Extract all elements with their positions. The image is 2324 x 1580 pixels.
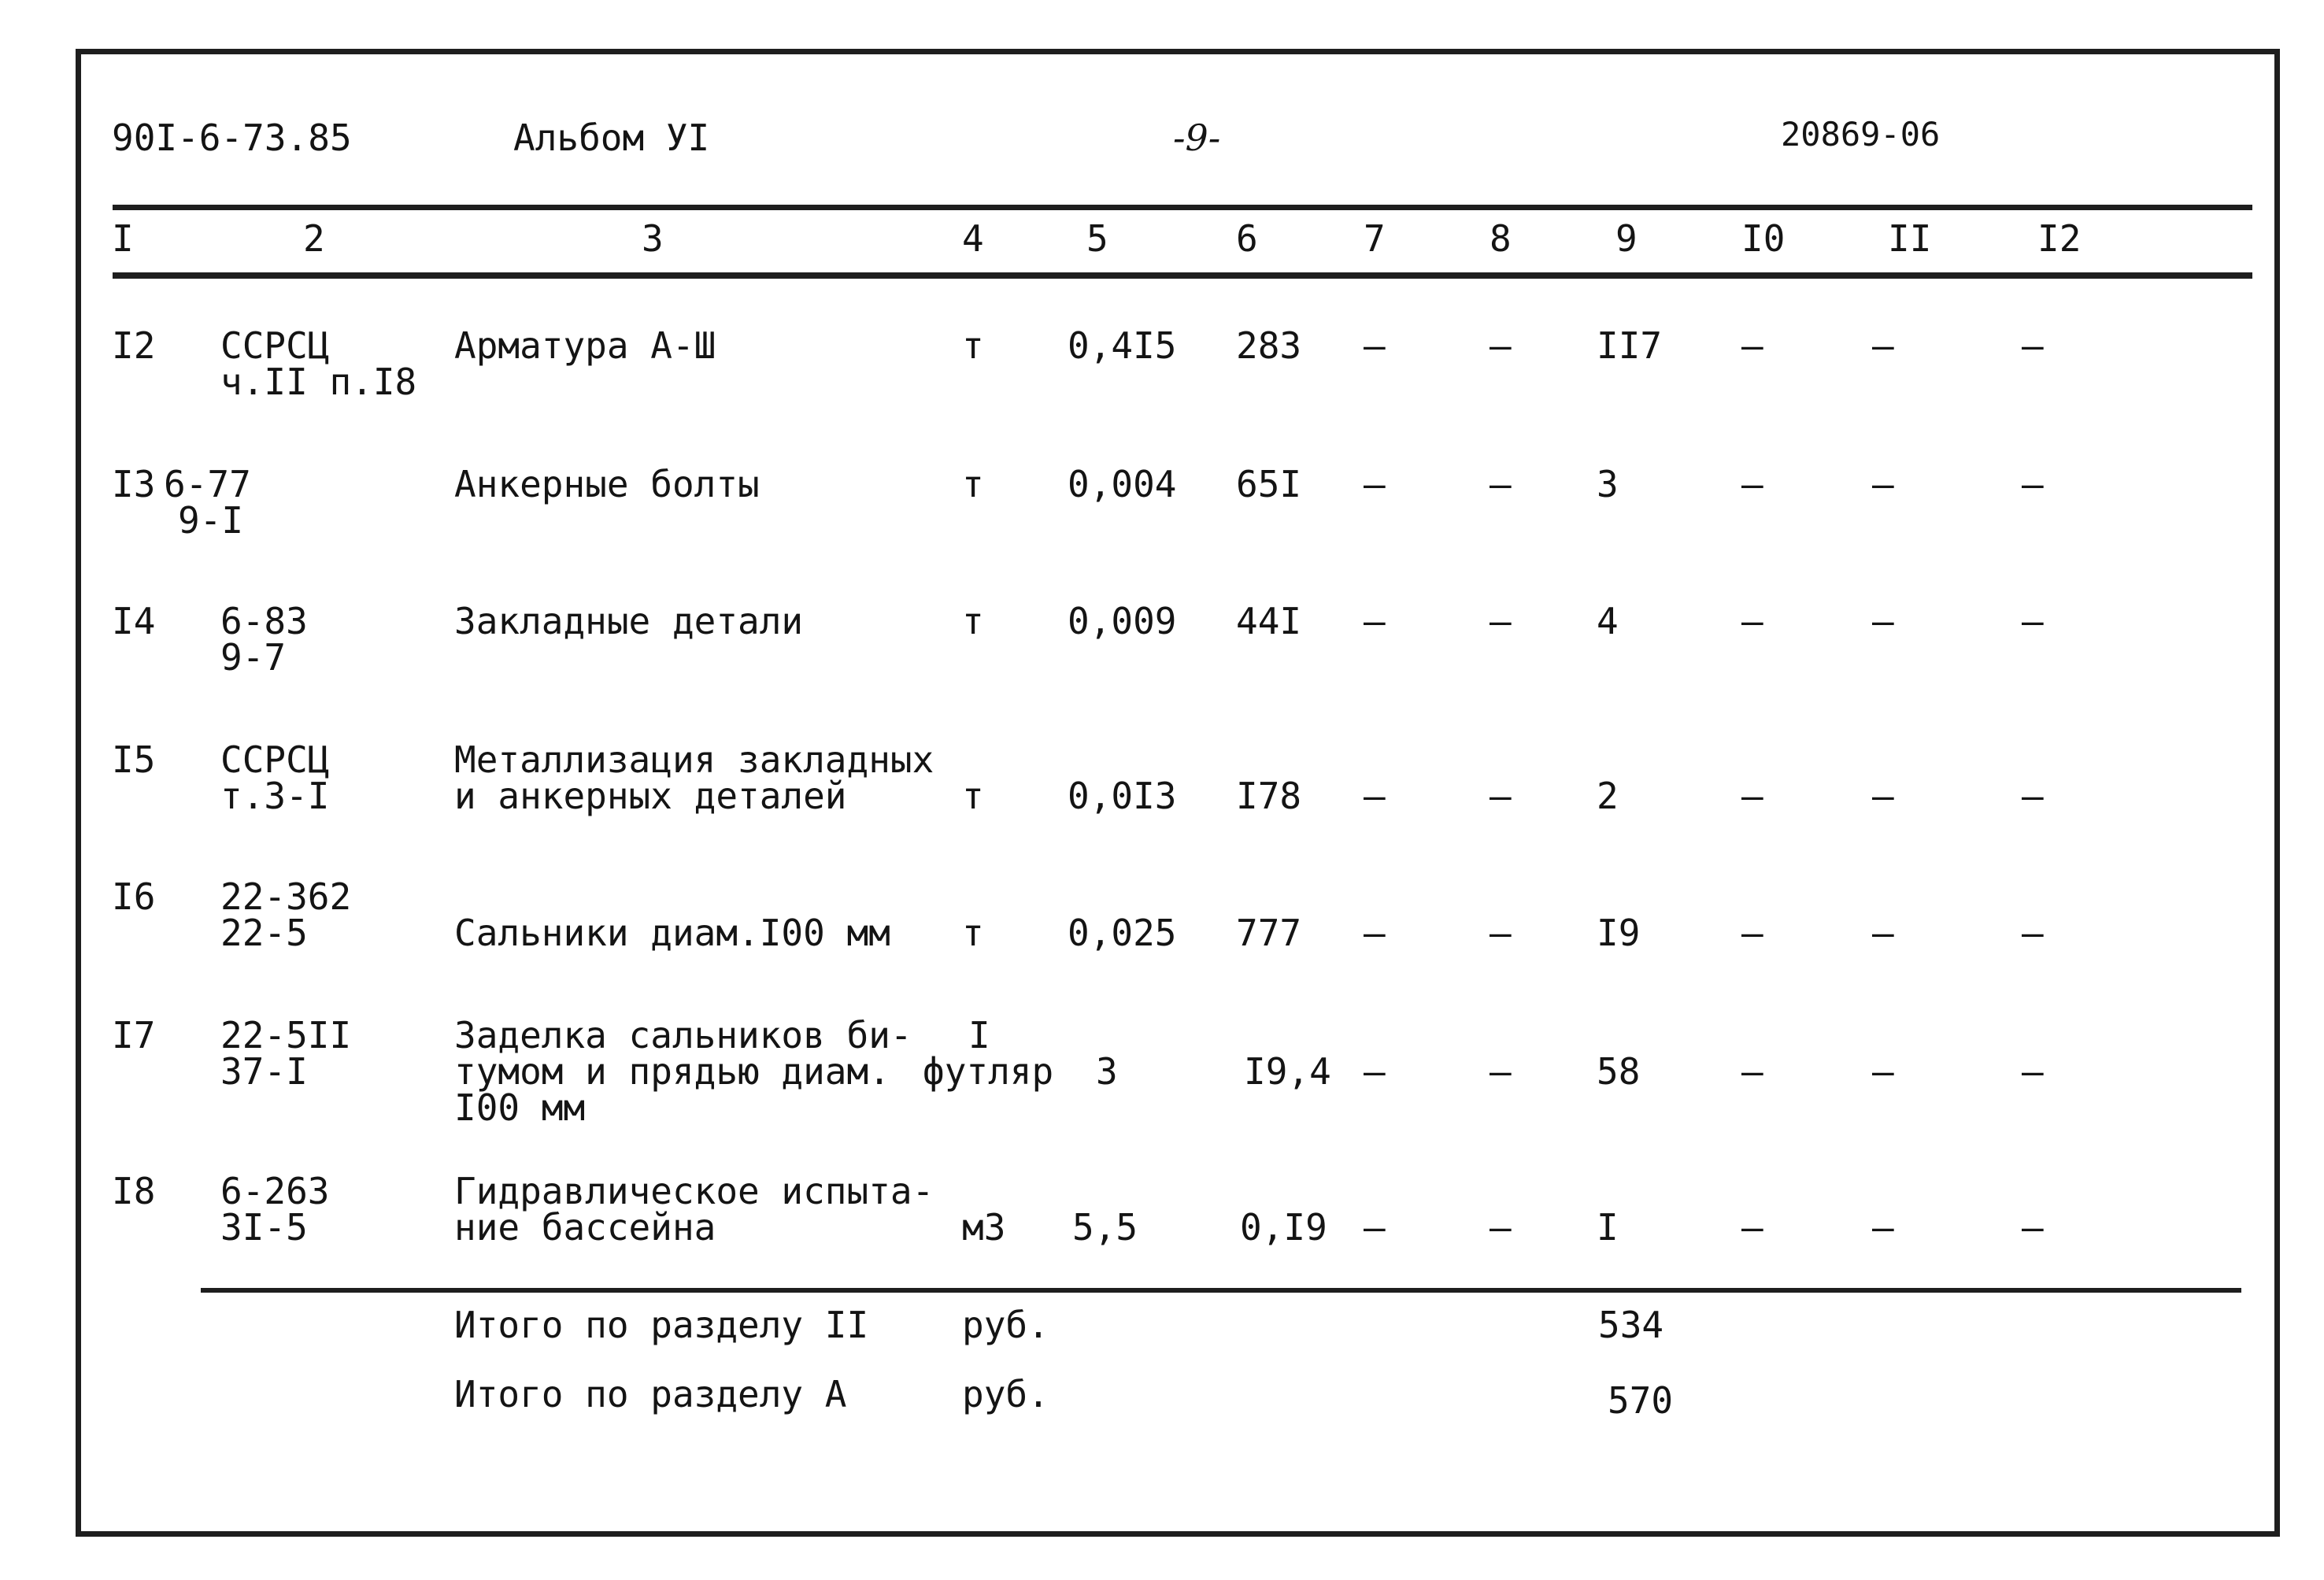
row-quantity: 0,009 xyxy=(1068,600,1177,642)
row-name: Заделка сальников би- тумом и прядью диам. I00 мм xyxy=(454,1014,912,1129)
row-col-7: – xyxy=(1364,600,1386,642)
col-header-11: II xyxy=(1888,217,1932,260)
row-col-12: – xyxy=(2022,775,2044,817)
row-col-11: – xyxy=(1872,912,1894,954)
col-header-2: 2 xyxy=(303,217,325,260)
row-col-9: 4 xyxy=(1597,600,1619,642)
row-name: Арматура А-Ш xyxy=(454,324,716,367)
row-unit-price: I78 xyxy=(1236,775,1302,817)
row-number: I7 xyxy=(112,1014,156,1056)
row-number: I3 xyxy=(112,463,156,505)
row-unit-price: 44I xyxy=(1236,600,1302,642)
row-col-10: – xyxy=(1741,600,1763,642)
total-label: Итого по разделу А xyxy=(454,1373,847,1415)
row-reference: ССРСЦ т.3-I xyxy=(220,738,330,817)
row-quantity: 0,0I3 xyxy=(1068,775,1177,817)
row-number: I2 xyxy=(112,324,156,367)
row-number: I4 xyxy=(112,600,156,642)
row-col-10: – xyxy=(1741,775,1763,817)
row-col-7: – xyxy=(1364,912,1386,954)
row-unit-price: 777 xyxy=(1236,912,1302,954)
row-col-7: – xyxy=(1364,463,1386,505)
total-unit: руб. xyxy=(962,1304,1049,1346)
total-value: 570 xyxy=(1608,1379,1674,1422)
row-unit: I футляр xyxy=(923,1014,1054,1093)
row-col-10: – xyxy=(1741,1206,1763,1249)
row-col-7: – xyxy=(1364,324,1386,367)
row-name: Анкерные болты xyxy=(454,463,760,505)
row-number: I5 xyxy=(112,738,156,781)
row-reference: ССРСЦ ч.II п.I8 xyxy=(220,324,417,403)
header-rule-bottom xyxy=(113,272,2252,279)
row-col-9: I xyxy=(1597,1206,1619,1249)
row-unit: м3 xyxy=(962,1206,1006,1249)
row-col-10: – xyxy=(1741,463,1763,505)
col-header-10: I0 xyxy=(1741,217,1786,260)
row-col-10: – xyxy=(1741,912,1763,954)
row-col-12: – xyxy=(2022,1050,2044,1093)
row-unit-price: 0,I9 xyxy=(1240,1206,1327,1249)
row-quantity: 5,5 xyxy=(1072,1206,1138,1249)
album-label: Альбом УI xyxy=(513,117,710,159)
row-col-12: – xyxy=(2022,600,2044,642)
col-header-3: 3 xyxy=(642,217,664,260)
row-quantity: 0,004 xyxy=(1068,463,1177,505)
row-col-8: – xyxy=(1490,775,1512,817)
row-col-7: – xyxy=(1364,1206,1386,1249)
row-reference: 22-362 22-5 xyxy=(220,875,352,954)
header-rule-top xyxy=(113,205,2252,210)
row-number: I6 xyxy=(112,875,156,918)
row-quantity: 0,4I5 xyxy=(1068,324,1177,367)
row-col-9: II7 xyxy=(1597,324,1663,367)
row-name: Гидравлическое испыта- ние бассейна xyxy=(454,1170,934,1249)
row-name: Сальники диам.I00 мм xyxy=(454,912,890,954)
row-unit: т xyxy=(962,324,984,367)
col-header-9: 9 xyxy=(1615,217,1638,260)
col-header-8: 8 xyxy=(1490,217,1512,260)
row-col-8: – xyxy=(1490,600,1512,642)
row-col-12: – xyxy=(2022,324,2044,367)
row-name: Металлизация закладных и анкерных деталей xyxy=(454,738,934,817)
row-col-8: – xyxy=(1490,1050,1512,1093)
row-col-12: – xyxy=(2022,912,2044,954)
document-number: 20869-06 xyxy=(1781,115,1941,154)
row-col-11: – xyxy=(1872,775,1894,817)
row-col-8: – xyxy=(1490,912,1512,954)
row-reference: 22-5II 37-I xyxy=(220,1014,352,1093)
col-header-5: 5 xyxy=(1086,217,1108,260)
col-header-6: 6 xyxy=(1236,217,1258,260)
row-unit: т xyxy=(962,600,984,642)
row-unit-price: 65I xyxy=(1236,463,1302,505)
row-col-8: – xyxy=(1490,1206,1512,1249)
row-col-11: – xyxy=(1872,600,1894,642)
row-unit: т xyxy=(962,463,984,505)
row-col-12: – xyxy=(2022,1206,2044,1249)
row-col-7: – xyxy=(1364,775,1386,817)
total-label: Итого по разделу II xyxy=(454,1304,869,1346)
page-number: -9- xyxy=(1173,117,1221,159)
col-header-12: I2 xyxy=(2037,217,2082,260)
row-reference: 6-83 9-7 xyxy=(220,600,308,679)
row-col-11: – xyxy=(1872,463,1894,505)
row-col-8: – xyxy=(1490,463,1512,505)
row-number: I8 xyxy=(112,1170,156,1212)
row-col-12: – xyxy=(2022,463,2044,505)
row-col-9: 58 xyxy=(1597,1050,1641,1093)
col-header-4: 4 xyxy=(962,217,984,260)
row-reference: 6-263 3I-5 xyxy=(220,1170,330,1249)
row-quantity: 0,025 xyxy=(1068,912,1177,954)
row-col-11: – xyxy=(1872,324,1894,367)
row-col-9: 3 xyxy=(1597,463,1619,505)
row-quantity: 3 xyxy=(1096,1050,1118,1093)
row-unit-price: 283 xyxy=(1236,324,1302,367)
total-unit: руб. xyxy=(962,1373,1049,1415)
row-col-10: – xyxy=(1741,324,1763,367)
row-col-8: – xyxy=(1490,324,1512,367)
row-col-9: I9 xyxy=(1597,912,1641,954)
row-col-11: – xyxy=(1872,1050,1894,1093)
row-reference: 6-77 9-I xyxy=(164,463,251,542)
row-col-9: 2 xyxy=(1597,775,1619,817)
row-col-11: – xyxy=(1872,1206,1894,1249)
col-header-1: I xyxy=(112,217,134,260)
col-header-7: 7 xyxy=(1364,217,1386,260)
row-col-7: – xyxy=(1364,1050,1386,1093)
row-col-10: – xyxy=(1741,1050,1763,1093)
row-unit: т xyxy=(962,775,984,817)
totals-rule xyxy=(201,1288,2241,1293)
project-code: 90I-6-73.85 xyxy=(112,117,352,159)
row-unit-price: I9,4 xyxy=(1244,1050,1331,1093)
row-name: Закладные детали xyxy=(454,600,804,642)
total-value: 534 xyxy=(1598,1304,1664,1346)
row-unit: т xyxy=(962,912,984,954)
